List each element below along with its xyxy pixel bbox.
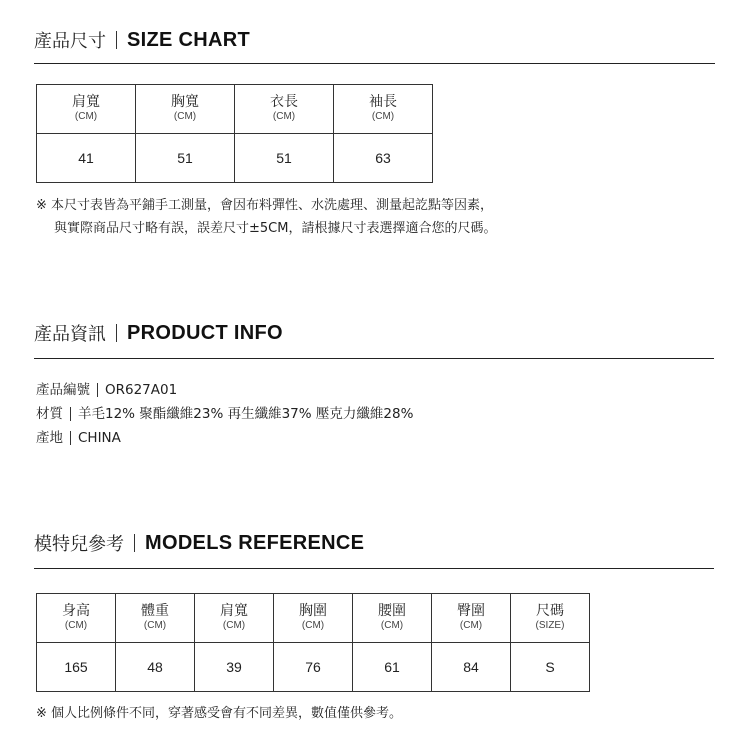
info-divider [97, 383, 98, 397]
size-chart-table [36, 84, 433, 183]
size-chart-section [34, 27, 716, 242]
size-chart-header-cell: 袖長 (CM) [334, 85, 433, 134]
models-reference-value-cell: 76 [274, 643, 353, 692]
product-info-title-zh: 產品資訊 [34, 324, 106, 345]
size-chart-value-cell: 41 [37, 134, 136, 183]
size-chart-note [36, 194, 716, 240]
size-chart-header-cell: 肩寬 (CM) [37, 85, 136, 134]
models-reference-table [36, 593, 590, 692]
size-chart-note-line2: 與實際商品尺寸略有誤，誤差尺寸±5CM，請根據尺寸表選擇適合您的尺碼。 [54, 221, 497, 236]
material-value: 羊毛12% 聚酯纖維23% 再生纖維37% 壓克力纖維28% [78, 406, 414, 422]
size-chart-rule [34, 63, 715, 64]
size-chart-title-zh: 產品尺寸 [34, 31, 106, 52]
models-reference-header-cell: 體重 (CM) [116, 594, 195, 643]
size-chart-value-cell: 51 [235, 134, 334, 183]
size-chart-heading [34, 27, 716, 53]
heading-divider [116, 324, 117, 342]
info-divider [70, 431, 71, 445]
models-reference-value-cell: 61 [353, 643, 432, 692]
size-chart-value-cell: 63 [334, 134, 433, 183]
models-reference-title-en: MODELS REFERENCE [145, 531, 365, 554]
models-reference-header-cell: 身高 (CM) [37, 594, 116, 643]
size-chart-header-cell: 衣長 (CM) [235, 85, 334, 134]
product-code-label: 產品編號 [36, 382, 90, 398]
origin-value: CHINA [78, 430, 121, 446]
models-reference-header-cell: 臀圍 (CM) [432, 594, 511, 643]
models-reference-header-cell: 胸圍 (CM) [274, 594, 353, 643]
models-reference-value-cell: S [511, 643, 590, 692]
models-reference-rule [34, 568, 714, 569]
heading-divider [116, 31, 117, 49]
origin-label: 產地 [36, 430, 63, 446]
info-divider [70, 407, 71, 421]
size-chart-value-cell: 51 [136, 134, 235, 183]
product-info-list [36, 378, 413, 450]
models-reference-section [34, 530, 716, 730]
models-reference-value-row [37, 643, 590, 692]
size-chart-header-cell: 胸寬 (CM) [136, 85, 235, 134]
models-reference-header-cell: 尺碼 (SIZE) [511, 594, 590, 643]
models-reference-value-cell: 84 [432, 643, 511, 692]
models-reference-note: ※ 個人比例條件不同，穿著感受會有不同差異，數值僅供參考。 [36, 706, 403, 721]
models-reference-header-row [37, 594, 590, 643]
product-info-row-material [36, 402, 413, 426]
product-info-title-en: PRODUCT INFO [127, 321, 283, 344]
models-reference-value-cell: 39 [195, 643, 274, 692]
models-reference-header-cell: 肩寬 (CM) [195, 594, 274, 643]
product-info-heading [34, 320, 716, 346]
heading-divider [134, 534, 135, 552]
product-info-row-origin [36, 426, 413, 450]
size-chart-header-row [37, 85, 433, 134]
product-info-rule [34, 358, 714, 359]
size-chart-note-line1: ※ 本尺寸表皆為平鋪手工測量，會因布料彈性、水洗處理、測量起訖點等因素， [36, 198, 494, 213]
models-reference-value-cell: 165 [37, 643, 116, 692]
models-reference-heading [34, 530, 716, 556]
size-chart-title-en: SIZE CHART [127, 28, 250, 51]
size-chart-value-row [37, 134, 433, 183]
product-info-section [34, 320, 716, 450]
product-info-row-code [36, 378, 413, 402]
models-reference-value-cell: 48 [116, 643, 195, 692]
models-reference-title-zh: 模特兒參考 [34, 534, 124, 555]
product-code-value: OR627A01 [105, 382, 178, 398]
material-label: 材質 [36, 406, 63, 422]
models-reference-header-cell: 腰圍 (CM) [353, 594, 432, 643]
